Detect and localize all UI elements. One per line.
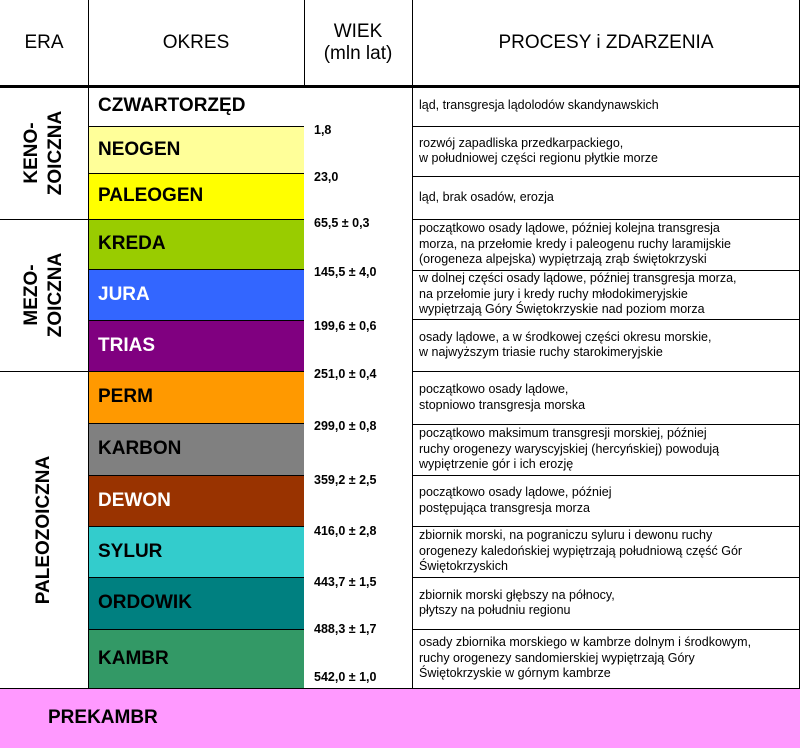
period-name: KARBON	[98, 438, 182, 459]
period-cell-perm	[88, 371, 304, 423]
age-boundary-label: 443,7 ± 1,5	[314, 575, 377, 589]
grid-line	[88, 526, 304, 527]
period-name: CZWARTORZĘD	[98, 95, 246, 116]
process-cell	[412, 371, 800, 424]
period-cell-ordowik	[88, 577, 304, 629]
period-cell-czwartorzęd	[88, 86, 304, 126]
grid-line	[412, 629, 800, 630]
grid-line	[0, 688, 800, 689]
period-name: PALEOGEN	[98, 185, 204, 206]
process-cell	[412, 475, 800, 526]
grid-line	[88, 320, 304, 321]
period-cell-neogen	[88, 126, 304, 173]
grid-line	[304, 0, 305, 86]
header-wiek: WIEK (mln lat)	[323, 21, 393, 64]
process-text: początkowo osady lądowe, później kolejna transgresja morza, na przełomie kredy i paleogenu ruchy laramijskie (orogeneza alpejska) wypiętrzają zrąb świętokrzyski	[419, 221, 731, 267]
era-label-kenozoiczna: KENO- ZOICZNA	[21, 110, 66, 195]
process-text: początkowo maksimum transgresji morskiej, później ruchy orogenezy waryscyjskiej (hercyńskiej) powodują wypiętrzenie gór i ich erozję	[419, 426, 720, 472]
period-name: TRIAS	[98, 334, 155, 356]
grid-line	[412, 577, 800, 578]
period-cell-paleogen	[88, 173, 304, 219]
grid-line	[88, 475, 304, 476]
grid-line	[88, 173, 304, 174]
era-cell-paleozoiczna	[0, 371, 88, 688]
period-cell-jura	[88, 269, 304, 320]
prekambr-label: PREKAMBR	[48, 707, 158, 728]
grid-line	[88, 219, 304, 220]
period-name: KREDA	[98, 233, 166, 254]
process-text: rozwój zapadliska przedkarpackiego, w południowej części regionu płytkie morze	[419, 135, 659, 165]
process-cell	[412, 176, 800, 219]
period-cell-kambr	[88, 629, 304, 688]
process-cell	[412, 424, 800, 475]
age-boundary-label: 199,6 ± 0,6	[314, 319, 377, 333]
process-text: początkowo osady lądowe, stopniowo transgresja morska	[419, 382, 586, 412]
process-text: ląd, brak osadów, erozja	[419, 189, 554, 204]
period-name: PERM	[98, 386, 153, 407]
process-cell	[412, 577, 800, 629]
period-cell-sylur	[88, 526, 304, 577]
era-label-mezozoiczna: MEZO- ZOICZNA	[21, 252, 66, 338]
process-text: ląd, transgresja lądolodów skandynawskich	[419, 98, 659, 113]
process-cell	[412, 270, 800, 319]
process-cell	[412, 219, 800, 270]
age-boundary-label: 359,2 ± 2,5	[314, 473, 377, 487]
grid-line	[412, 319, 800, 320]
period-cell-dewon	[88, 475, 304, 526]
grid-line	[412, 176, 800, 177]
process-text: początkowo osady lądowe, później postępująca transgresja morza	[419, 485, 612, 515]
age-boundary-label: 251,0 ± 0,4	[314, 367, 377, 381]
grid-line	[412, 270, 800, 271]
period-name: NEOGEN	[98, 138, 181, 160]
process-text: zbiornik morski głębszy na północy, płytszy na południu regionu	[419, 587, 615, 617]
process-cell	[412, 126, 800, 176]
era-label-paleozoiczna: PALEOZOICZNA	[33, 455, 55, 604]
period-name: ORDOWIK	[98, 592, 192, 613]
process-cell	[412, 526, 800, 577]
prekambr-row	[0, 688, 800, 748]
grid-line	[88, 423, 304, 424]
grid-line	[88, 269, 304, 270]
header-era: ERA	[24, 32, 64, 53]
grid-line	[88, 126, 304, 127]
grid-line	[88, 577, 304, 578]
period-name: SYLUR	[98, 540, 163, 562]
process-cell	[412, 86, 800, 126]
header-procesy: PROCESY i ZDARZENIA	[498, 32, 714, 53]
grid-line	[412, 126, 800, 127]
process-cell	[412, 319, 800, 371]
grid-line	[0, 371, 88, 372]
grid-line	[0, 219, 88, 220]
process-text: w dolnej części osady lądowe, później transgresja morza, na przełomie jury i kredy ruchy młodokimeryjskie wypiętrzają Góry Świętokrzyskie nad poziom morza	[419, 271, 737, 317]
era-cell-mezozoiczna	[0, 219, 88, 371]
age-boundary-label: 145,5 ± 4,0	[314, 265, 377, 279]
age-boundary-label: 65,5 ± 0,3	[314, 216, 370, 230]
grid-line	[88, 629, 304, 630]
process-cell	[412, 629, 800, 688]
process-text: osady lądowe, a w środkowej części okresu morskie, w najwyższym triasie ruchy starokimeryjskie	[419, 329, 712, 359]
process-text: osady zbiornika morskiego w kambrze dolnym i środkowym, ruchy orogenezy sandomierskiej wypiętrzają Góry Świętokrzyskie w górnym kambrze	[419, 635, 752, 681]
grid-line	[412, 475, 800, 476]
grid-line	[412, 371, 800, 372]
grid-line	[412, 219, 800, 220]
grid-line	[88, 371, 304, 372]
period-name: DEWON	[98, 489, 171, 511]
period-cell-trias	[88, 320, 304, 371]
period-cell-kreda	[88, 219, 304, 269]
period-name: KAMBR	[98, 647, 169, 669]
era-cell-kenozoiczna	[0, 86, 88, 219]
grid-line	[412, 526, 800, 527]
grid-line	[412, 424, 800, 425]
age-boundary-label: 1,8	[314, 123, 332, 137]
grid-line	[412, 0, 413, 688]
age-boundary-label: 23,0	[314, 170, 339, 184]
age-boundary-label: 542,0 ± 1,0	[314, 670, 377, 684]
grid-line	[88, 0, 89, 688]
process-text: zbiornik morski, na pograniczu syluru i dewonu ruchy orogenezy kaledońskiej wypiętrzają południową część Gór Świętokrzyskich	[419, 528, 743, 574]
age-boundary-label: 299,0 ± 0,8	[314, 419, 377, 433]
grid-line	[0, 85, 800, 88]
header-okres: OKRES	[162, 32, 230, 53]
period-name: JURA	[98, 283, 150, 305]
age-boundary-label: 488,3 ± 1,7	[314, 622, 377, 636]
age-boundary-label: 416,0 ± 2,8	[314, 524, 377, 538]
period-cell-karbon	[88, 423, 304, 475]
